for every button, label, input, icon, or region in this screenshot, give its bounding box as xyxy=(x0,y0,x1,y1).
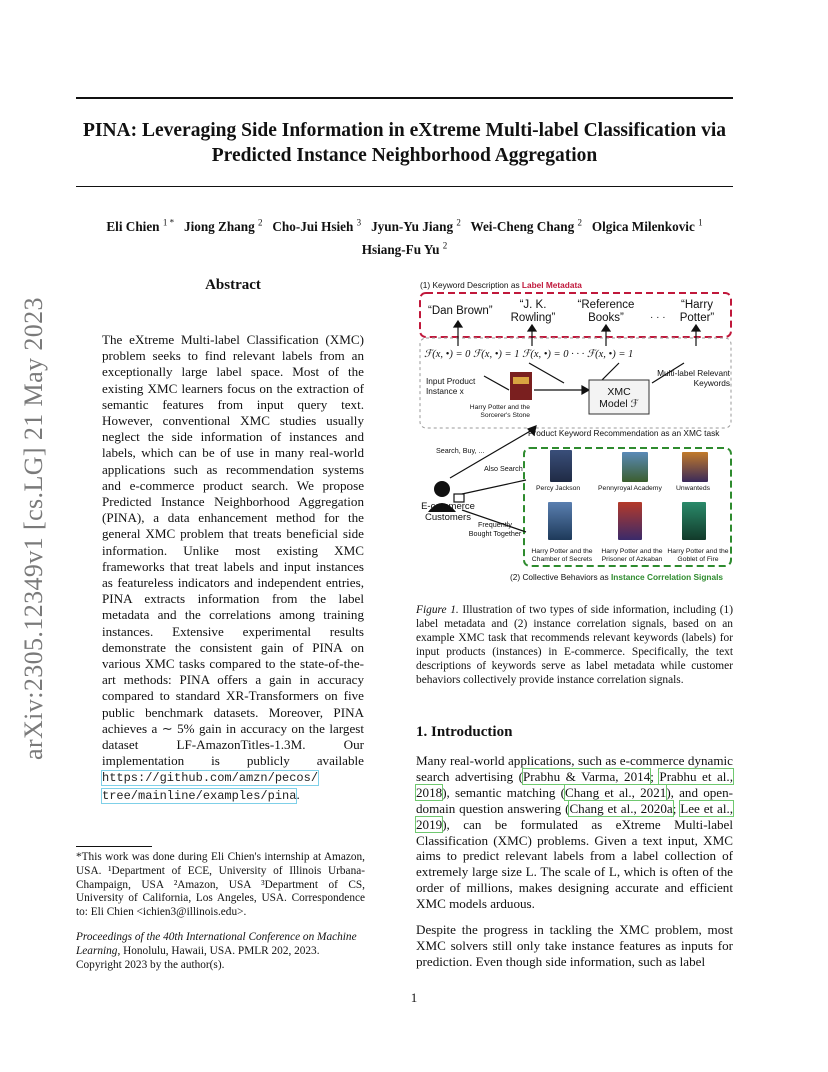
introduction-paragraph-2: Despite the progress in tackling the XMC problem, most XMC solvers still only take instance features as inputs for prediction. Even though side information, such as label xyxy=(416,922,733,969)
book-label-percy: Percy Jackson xyxy=(536,485,581,492)
author: Hsiang-Fu Yu $^2$ xyxy=(361,240,448,257)
proceedings-rest: , Honolulu, Hawaii, USA. PMLR 202, 2023. Copyright 2023 by the author(s). xyxy=(76,944,320,971)
book-cover-percy-jackson xyxy=(550,450,572,482)
author: Olgica Milenkovic $^1$ xyxy=(591,218,703,235)
customers-label: E-commerce Customers xyxy=(421,501,475,523)
caption-label: Figure 1. xyxy=(416,604,459,616)
author: Jyun-Yu Jiang $^2$ xyxy=(371,218,461,235)
keyword-dan-brown: “Dan Brown” xyxy=(428,305,493,317)
title-rule-bottom xyxy=(76,186,733,187)
equation-row: ℱ(x, •) = 0 ℱ(x, •) = 1 ℱ(x, •) = 0 · · · ℱ(x, •) = 1 xyxy=(424,349,634,360)
repo-link-continued[interactable]: tree/mainline/examples/pina xyxy=(102,788,297,803)
customer-head xyxy=(434,481,450,497)
input-product-label: Input Product Instance x xyxy=(426,376,476,396)
book-label-goblet: Harry Potter and the Goblet of Fire xyxy=(667,548,729,563)
footnote-rule xyxy=(76,846,152,847)
also-search-label: Also Search xyxy=(484,464,523,473)
book-title-label: Harry Potter and the Sorcerer's Stone xyxy=(469,404,530,419)
figure-header: (1) Keyword Description as Label Metadata xyxy=(420,280,582,290)
proceedings-note xyxy=(76,931,365,972)
frequently-bought-label: Frequently Bought Together xyxy=(468,520,522,538)
xmc-model-label: XMC Model ℱ xyxy=(599,386,639,410)
book-label-azkaban: Harry Potter and the Prisoner of Azkaban xyxy=(601,548,663,563)
citation-link[interactable]: Chang et al., 2021 xyxy=(564,784,667,800)
figure-footer: (2) Collective Behaviors as Instance Correlation Signals xyxy=(510,572,724,582)
introduction-heading: 1. Introduction xyxy=(416,724,513,740)
citation-link[interactable]: Chang et al., 2020a xyxy=(569,800,673,816)
book-cover-pennyroyal xyxy=(622,452,648,482)
abstract-period: . xyxy=(296,786,300,802)
caption-text: Illustration of two types of side information, including (1) label metadata and (2) instance correlation signals, based on an example XMC task that recommends relevant keywords (labels) for input products (instances) in E-commerce. Specifically, the text descriptions of keywords serve as label metadata while customer behaviors collectively provide instance correlation signals. xyxy=(416,604,733,687)
citation-link[interactable]: Prabhu et al., 2018 xyxy=(416,768,733,800)
input-book-cover xyxy=(510,372,532,400)
keyword-harry-potter: “Harry Potter” xyxy=(679,299,715,324)
introduction-paragraph-1: Many real-world applications, such as e-commerce dynamic search advertising (Prabhu & Varma, 2014; Prabhu et al., 2018), semantic matching (Chang et al., 2021), and open-domain question answering (Chang et al., 2020a; Lee et al., 2019), can be formulated as eXtreme Multi-label Classification (XMC) problems. Given a text input, XMC aims to predict relevant labels from a label collection of extremely large size L. The scale of L, which is often of the order of millions, makes designing accurate and efficient XMC models arduous. xyxy=(416,753,734,912)
keyword-ellipsis: · · · xyxy=(650,312,666,323)
author-line-2 xyxy=(76,236,733,258)
book-cover-unwanteds xyxy=(682,452,708,482)
arxiv-stamp: arXiv:2305.12349v1 [cs.LG] 21 May 2023 xyxy=(19,297,48,760)
author-line-1 xyxy=(76,214,733,236)
repo-link[interactable]: https://github.com/amzn/pecos/ xyxy=(102,771,319,786)
multi-label-caption: Multi-label Relevant Keywords xyxy=(657,368,730,388)
keyword-reference-books: “Reference Books” xyxy=(577,299,635,324)
abstract-heading: Abstract xyxy=(205,277,261,293)
citation-link[interactable]: Prabhu & Varma, 2014 xyxy=(523,768,651,784)
keyword-rowling: “J. K. Rowling” xyxy=(510,299,556,324)
abstract-body xyxy=(102,332,364,804)
proceedings-italic: Proceedings of the 40th International Conference on Machine Learning xyxy=(76,931,357,957)
top-rule-thick xyxy=(76,97,733,99)
abstract-text: The eXtreme Multi-label Classification (XMC) problem seeks to find relevant labels from an exceptionally large label space. Most of the existing XMC learners focus on the extraction of semantic features from input query text. However, conventional XMC studies usually neglect the side information of instances and labels, which can be of use in many real-world applications such as recommendation systems and e-commerce product search. We propose Predicted Instance Neighborhood Aggregation (PINA), a data enhancement method for the general XMC problem that treats beneficial side information. Unlike most existing XMC frameworks that treat labels and input instances as featureless indicators and independent entries, PINA extracts information from the label metadata and the correlations among training instances. Extensive experimental results demonstrate the consistent gain of PINA on various XMC tasks compared to the state-of-the-art methods: PINA offers a gain in accuracy compared to standard XR-Transformers on five public benchmark datasets. Moreover, PINA achieves a ∼ 5% gain in accuracy on the largest dataset LF-AmazonTitles-1.3M. Our implementation is publicly available xyxy=(102,332,364,769)
author: Jiong Zhang $^2$ xyxy=(183,218,263,235)
book-cover-goblet xyxy=(682,502,706,540)
xmc-task-label: Product Keyword Recommendation as an XMC task xyxy=(528,428,720,438)
author: Eli Chien $^{1 *}$ xyxy=(106,218,175,235)
book-label-chamber: Harry Potter and the Chamber of Secrets xyxy=(531,548,593,563)
author: Cho-Jui Hsieh $^3$ xyxy=(272,218,362,235)
book-label-unwanteds: Unwanteds xyxy=(676,485,711,492)
footnote: *This work was done during Eli Chien's internship at Amazon, USA. ¹Department of ECE, University of Illinois Urbana-Champaign, USA ²Amazon, USA ³Department of CS, University of California, Los Angeles, USA. Correspondence to: Eli Chien <ichien3@illinois.edu>. xyxy=(76,851,365,919)
book-label-pennyroyal: Pennyroyal Academy xyxy=(598,485,662,492)
figure-1 xyxy=(414,280,734,586)
figure-caption xyxy=(416,603,733,688)
page-number: 1 xyxy=(410,990,418,1005)
author-list xyxy=(76,214,733,259)
book-cover-azkaban xyxy=(618,502,642,540)
author: Wei-Cheng Chang $^2$ xyxy=(470,218,582,235)
paper-title: PINA: Leveraging Side Information in eXtreme Multi-label Classification via Predicted Instance Neighborhood Aggregation xyxy=(82,120,727,166)
search-buy-label: Search, Buy, ... xyxy=(436,446,485,455)
book-cover-chamber xyxy=(548,502,572,540)
citation-link[interactable]: Lee et al., 2019 xyxy=(416,800,734,832)
